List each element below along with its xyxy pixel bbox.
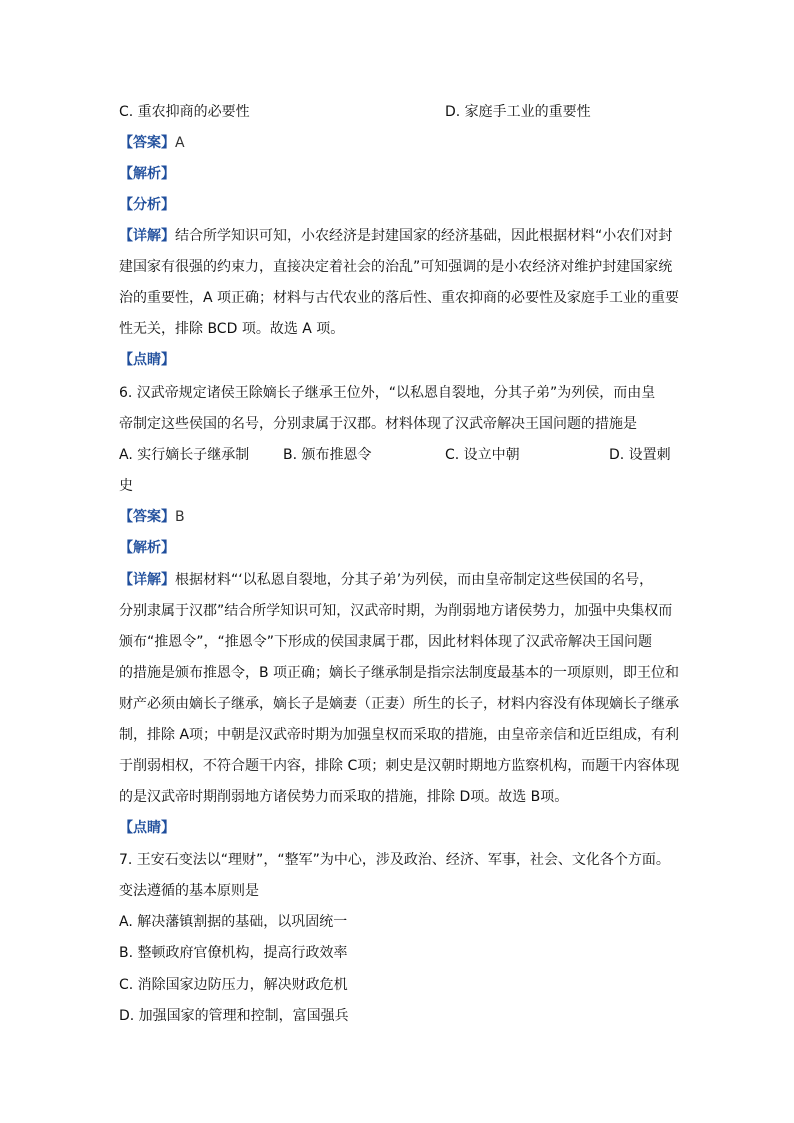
q6-stem-line: 6. 汉武帝规定诸侯王除嫡长子继承王位外，“以私恩自裂地，分其子弟”为列侯，而由皇 bbox=[119, 385, 656, 401]
q6-detail-line: 的是汉武帝时期削弱地方诸侯势力而采取的措施，排除 D项。故选 B项。 bbox=[119, 789, 569, 805]
q6-detail-line: 分别隶属于汉郡”结合所学知识可知，汉武帝时期，为削弱地方诸侯势力，加强中央集权而 bbox=[119, 603, 673, 619]
q6-answer-line bbox=[119, 507, 185, 527]
analysis-tag: 【解析】 bbox=[119, 540, 175, 556]
answer-tag: 【答案】 bbox=[119, 509, 175, 525]
answer-value: B bbox=[175, 509, 185, 525]
q6-option-b: B. 颁布推恩令 bbox=[283, 447, 372, 463]
detail-tag: 【详解】 bbox=[119, 228, 175, 244]
q6-detail-line: 制，排除 A项；中朝是汉武帝时期为加强皇权而采取的措施，由皇帝亲信和近臣组成，有利 bbox=[119, 727, 680, 743]
q7-stem-line: 7. 王安石变法以“理财”，“整军”为中心，涉及政治、经济、军事，社会、文化各个方面。 bbox=[119, 852, 670, 868]
q5-detail-line: 建国家有很强的约束力，直接决定着社会的治乱”可知强调的是小农经济对维护封建国家统 bbox=[119, 259, 673, 275]
q6-detail-line: 于削弱相权，不符合题干内容，排除 C项；刺史是汉朝时期地方监察机构，而题干内容体现 bbox=[119, 758, 680, 774]
q5-detail-line: 性无关，排除 BCD 项。故选 A 项。 bbox=[119, 321, 345, 337]
q6-detail-line: 颁布“推恩令”，“推恩令”下形成的侯国隶属于郡，因此材料体现了汉武帝解决王国问题 bbox=[119, 634, 653, 650]
q5-option-d: D. 家庭手工业的重要性 bbox=[445, 104, 591, 120]
q6-option-d-wrap: 史 bbox=[119, 478, 133, 494]
dianjing-tag: 【点睛】 bbox=[119, 352, 175, 368]
q5-detail-line bbox=[119, 226, 672, 246]
dianjing-tag: 【点睛】 bbox=[119, 820, 175, 836]
fenxi-tag: 【分析】 bbox=[119, 197, 175, 213]
q6-detail-line: 财产必须由嫡长子继承，嫡长子是嫡妻（正妻）所生的长子，材料内容没有体现嫡长子继承 bbox=[119, 696, 679, 712]
q6-option-a: A. 实行嫡长子继承制 bbox=[119, 447, 250, 463]
q6-option-c: C. 设立中朝 bbox=[445, 447, 520, 463]
detail-tag: 【详解】 bbox=[119, 572, 175, 588]
detail-text: 根据材料“‘以私恩自裂地，分其子弟’为列侯，而由皇帝制定这些侯国的名号， bbox=[175, 572, 654, 588]
analysis-tag: 【解析】 bbox=[119, 166, 175, 182]
q6-option-d: D. 设置刺 bbox=[609, 447, 671, 463]
q6-detail-line bbox=[119, 570, 653, 590]
answer-value: A bbox=[175, 135, 185, 151]
q6-stem-line: 帝制定这些侯国的名号，分别隶属于汉郡。材料体现了汉武帝解决王国问题的措施是 bbox=[119, 416, 637, 432]
q5-detail-line: 治的重要性，A 项正确；材料与古代农业的落后性、重农抑商的必要性及家庭手工业的重要 bbox=[119, 290, 680, 306]
q7-option-b: B. 整顿政府官僚机构，提高行政效率 bbox=[119, 945, 348, 961]
q7-option-d: D. 加强国家的管理和控制，富国强兵 bbox=[119, 1008, 349, 1024]
q6-detail-line: 的措施是颁布推恩令，B 项正确；嫡长子继承制是指宗法制度最基本的一项原则，即王位和 bbox=[119, 665, 680, 681]
q5-option-c: C. 重农抑商的必要性 bbox=[119, 104, 250, 120]
q7-stem-line: 变法遵循的基本原则是 bbox=[119, 883, 259, 899]
answer-tag: 【答案】 bbox=[119, 135, 175, 151]
q7-option-a: A. 解决藩镇割据的基础，以巩固统一 bbox=[119, 914, 348, 930]
detail-text: 结合所学知识可知，小农经济是封建国家的经济基础，因此根据材料“小农们对封 bbox=[175, 228, 673, 244]
q7-option-c: C. 消除国家边防压力，解决财政危机 bbox=[119, 977, 348, 993]
q5-answer-line bbox=[119, 133, 185, 153]
